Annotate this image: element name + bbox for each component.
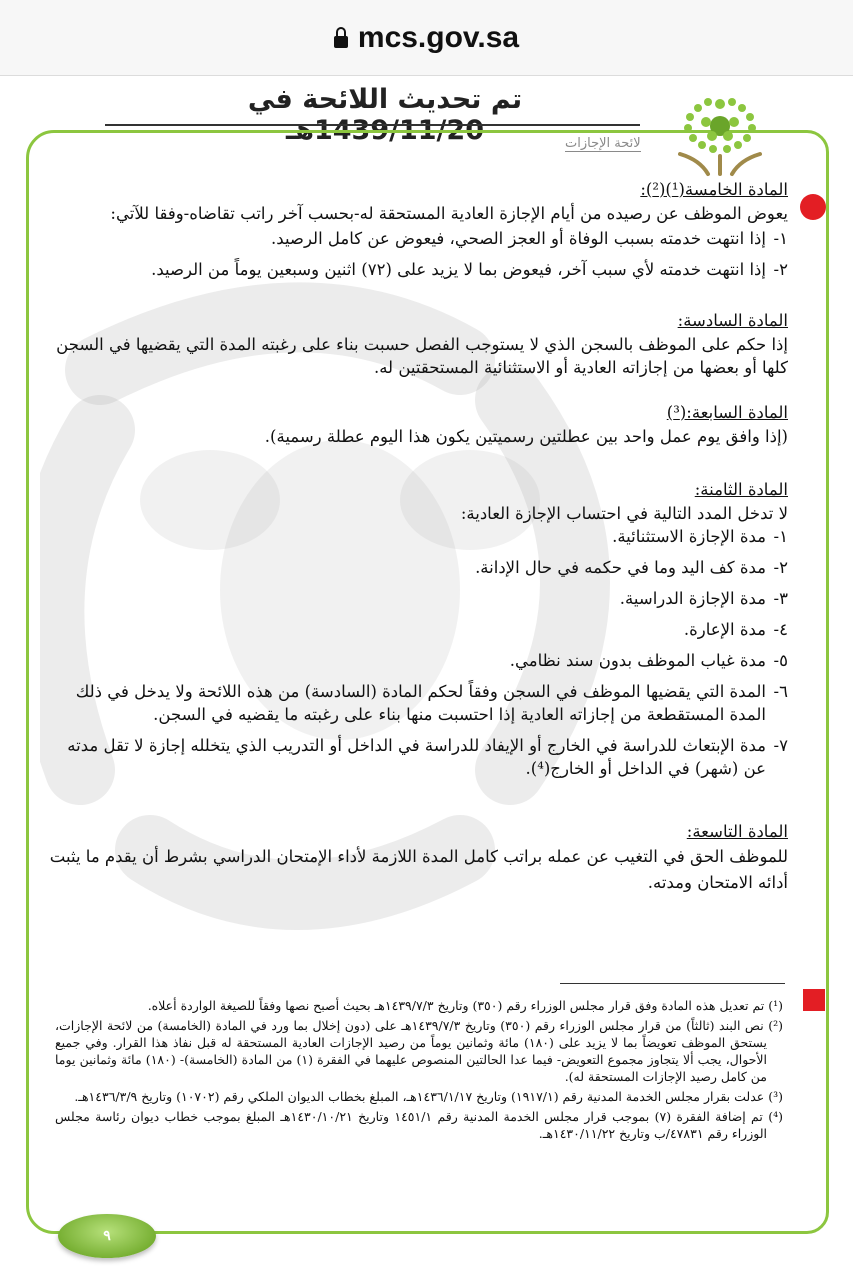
ministry-logo-icon [660, 82, 780, 182]
list-item: ٦-المدة التي يقضيها الموظف في السجن وفقاً لحكم المادة (السادسة) من هذه اللائحة ولا يدخل في ذلك المدة المستقطعة من إجازاته العادية إذا احتسبت منها بناء على رغبته ما يقضيه في السجن. [75, 682, 788, 724]
section-label: لائحة الإجازات [565, 136, 641, 151]
document-body [48, 178, 788, 896]
lock-icon [334, 36, 348, 48]
browser-address-bar[interactable] [0, 0, 853, 76]
list-item: ٢-مدة كف اليد وما في حكمه في حال الإدانة. [475, 558, 788, 577]
article-7 [48, 401, 788, 448]
article-intro: لا تدخل المدد التالية في احتساب الإجازة العادية: [460, 504, 788, 523]
footnotes [55, 997, 783, 1145]
list-item: ٤-مدة الإعارة. [683, 620, 788, 639]
article-8 [48, 478, 788, 780]
article-body: إذا حكم على الموظف بالسجن الذي لا يستوجب الفصل حسبت بناء على رغبته المدة التي يقضيها في السجن كلها أو بعضها من إجازاته العادية أو الاستثنائية المستحقتين له. [56, 335, 788, 377]
article-6 [48, 309, 788, 379]
article-title: المادة التاسعة: [686, 822, 788, 841]
title-underline [105, 124, 640, 126]
list-item: ٥-مدة غياب الموظف بدون سند نظامي. [509, 651, 788, 670]
article-items [48, 227, 788, 281]
footnote: (³) عدلت بقرار مجلس الخدمة المدنية رقم (١٩١٧/١) وتاريخ ١٤٣٦/١/١٧هـ، المبلغ بخطاب الديوان الملكي رقم (١٠٧٠٢) وتاريخ ١٤٣٦/٣/٩هـ. [74, 1089, 783, 1104]
footnote: (¹) تم تعديل هذه المادة وفق قرار مجلس الوزراء رقم (٣٥٠) وتاريخ ١٤٣٩/٧/٣هـ بحيث أصبح نصها وفقاً للصيغة الواردة أعلاه. [147, 998, 783, 1013]
article-title: المادة الخامسة(¹)(²): [640, 180, 788, 199]
list-item: ٣-مدة الإجازة الدراسية. [619, 589, 788, 608]
footnote: (²) نص البند (ثالثاً) من قرار مجلس الوزراء رقم (٣٥٠) وتاريخ ١٤٣٩/٧/٣هـ على (دون إخلال بما ورد في المادة (الخامسة) من لائحة الإجازات، يستحق الموظف تعويضاً بما لا يزيد على (١٨٠) مائة وثمانين يوماً من رصيد الإجازات العادية المستحقة له قبل نفاذ هذا القرار. وفي جميع الأحوال، يجب ألا يتجاوز مجموع التعويض- فيما عدا الحالتين المنصوص عليهما في الفقرة (١) من المادة (الخامسة)- (١٨٠) مائة وثمانين يوما من كامل رصيد الإجازات المستحقة له). [55, 1018, 783, 1084]
footnote: (⁴) تم إضافة الفقرة (٧) بموجب قرار مجلس الخدمة المدنية رقم ١٤٥١/١ وتاريخ ١٤٣٠/١٠/٢١هـ المبلغ بموجب خطاب ديوان رئاسة مجلس الوزراء رقم ٤٧٨٣١/ب وتاريخ ١٤٣٠/١١/٢٢هـ. [55, 1109, 783, 1141]
article-body: (إذا وافق يوم عمل واحد بين عطلتين رسميتين يكون هذا اليوم عطلة رسمية). [264, 427, 788, 446]
footnote-separator [560, 983, 785, 984]
article-9 [48, 820, 788, 896]
article-title: المادة السابعة:(³) [666, 403, 788, 422]
update-note: تم تحديث اللائحة في 1439/11/20هـ [247, 84, 523, 146]
red-marker-square [803, 989, 825, 1011]
page-number: ٩ [103, 1228, 111, 1244]
page-number-badge [58, 1214, 156, 1258]
article-5 [48, 178, 788, 281]
red-marker-dot [800, 194, 826, 220]
list-item: ٧-مدة الإبتعاث للدراسة في الخارج أو الإيفاد للدراسة في الداخل أو التدريب الذي يتخلله إجازة لا تقل مدته عن (شهر) في الداخل أو الخارج(⁴). [67, 736, 788, 778]
article-items [48, 525, 788, 780]
article-title: المادة السادسة: [677, 311, 788, 330]
article-title: المادة الثامنة: [694, 480, 788, 499]
list-item: ١-مدة الإجازة الاستثنائية. [612, 527, 788, 546]
list-item: ١-إذا انتهت خدمته بسبب الوفاة أو العجز الصحي، فيعوض عن كامل الرصيد. [271, 229, 788, 248]
url-text[interactable]: mcs.gov.sa [357, 20, 520, 54]
article-body: للموظف الحق في التغيب عن عمله براتب كامل المدة اللازمة لأداء الإمتحان الدراسي بشرط أن يقدم ما يثبت أدائه الامتحان ومدته. [49, 847, 788, 892]
article-intro: يعوض الموظف عن رصيده من أيام الإجازة العادية المستحقة له-بحسب آخر راتب تقاضاه-وفقا للآتي: [110, 204, 788, 223]
list-item: ٢-إذا انتهت خدمته لأي سبب آخر، فيعوض بما لا يزيد على (٧٢) اثنين وسبعين يوماً من الرصيد. [151, 260, 788, 279]
